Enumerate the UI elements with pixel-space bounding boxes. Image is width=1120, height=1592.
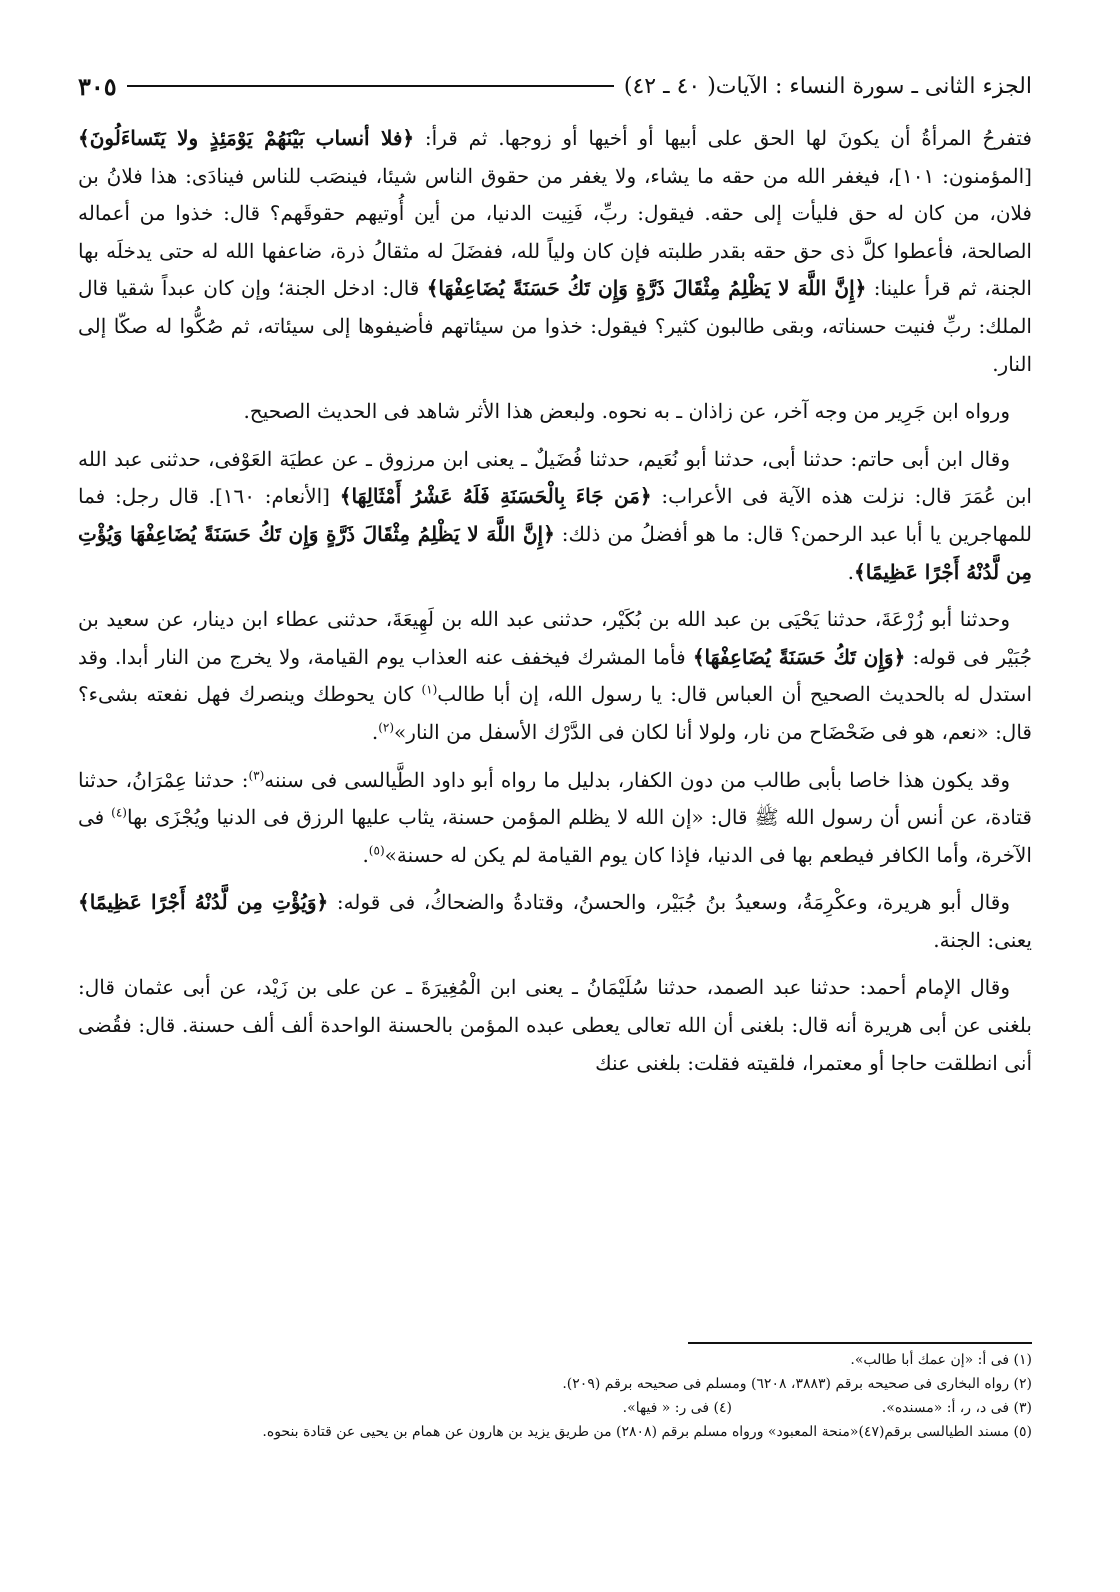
text-run: فأما المشرك فيخفف عنه العذاب يوم القيامة، ولا يخرج من النار أبدا. وقد استدل له بالحديث الصحيح أن العباس قال: يا رسول الله، إن أبا طالب (78, 644, 1032, 707)
text-run: قال: ادخل الجنة؛ وإن كان عبداً شقيا قال الملك: ربِّ فنيت حسناته، وبقى طالبون كثير؟ فيقول: خذوا من سيئاتهم فأضيفوها إلى سيئاته، ثم صُكُّوا له صكّا إلى النار. (78, 276, 1032, 376)
text-run: . (847, 559, 855, 584)
paragraph (78, 441, 1032, 591)
text-run: : حدثنا عِمْرَانُ، حدثنا قتادة، عن أنس أن رسول الله ﷺ قال: «إن الله لا يظلم المؤمن حسنة، يثاب عليها الرزق فى الدنيا ويُجْزَى بها (78, 767, 1032, 830)
quran-verse: ﴿وَيُؤْتِ مِن لَّدُنْهُ أَجْرًا عَظِيمًا﴾ (78, 890, 329, 915)
paragraph (78, 762, 1032, 875)
footnote-2: (٢) رواه البخارى فى صحيحه برقم (٣٨٨٣، ٦٢٠٨) ومسلم فى صحيحه برقم (٢٠٩). (562, 1376, 1032, 1392)
text-run: وحدثنا أبو زُرْعَةَ، حدثنا يَحْيَى بن عبد الله بن بُكَيْر، حدثنى عبد الله بن لَهِيعَةَ، حدثنى عطاء ابن دينار، عن سعيد بن جُبَيْر فى قوله: (78, 607, 1032, 669)
footnote-ref: (٤) (111, 805, 127, 820)
paragraph (78, 969, 1032, 1082)
footnote-ref: (٣) (248, 767, 265, 782)
text-run: . (362, 842, 369, 867)
running-header (78, 68, 1032, 104)
footnotes (78, 1348, 1032, 1444)
footnote-row-3-4 (78, 1396, 1032, 1420)
header-title: الجزء الثانى ـ سورة النساء : الآيات( ٤٠ ـ ٤٢) (623, 73, 1032, 99)
paragraph (78, 601, 1032, 751)
footnote-1: (١) فى أ: «إن عمك أبا طالب». (850, 1352, 1032, 1368)
header-rule (127, 85, 614, 87)
footnote-4: (٤) فى ر: « فيها». (622, 1400, 732, 1416)
quran-verse: ﴿فلا أنساب بَيْنَهُمْ يَوْمَئِذٍ ولا يَتَساءَلُونَ﴾ (78, 126, 415, 150)
text-run: يعنى: الجنة. (933, 927, 1032, 952)
text-run: وقال الإمام أحمد: حدثنا عبد الصمد، حدثنا سُلَيْمَانُ ـ يعنى ابن الْمُغِيرَةَ ـ عن على بن زَيْد، عن أبى عثمان قال: بلغنى عن أبى هريرة أنه قال: بلغنى أن الله تعالى يعطى عبده المؤمن بالحسنة الواحدة ألف ألف حسنة. قال: فقُضى أنى انطلقت حاجا أو معتمرا، فلقيته فقلت: بلغنى عنك (78, 975, 1032, 1075)
footnote-3: (٣) فى د، ر، أ: «مسنده». (881, 1400, 1032, 1416)
paragraph (78, 393, 1032, 431)
text-run: وقال ابن أبى حاتم: حدثنا أبى، حدثنا أبو نُعَيم، حدثنا فُضَيلٌ ـ يعنى ابن مرزوق ـ عن عطيَة العَوْفى، حدثنى عبد الله ابن عُمَرَ قال: نزلت هذه الآية فى الأعراب: (78, 446, 1032, 509)
quran-verse: ﴿مَن جَاءَ بِالْحَسَنَةِ فَلَهُ عَشْرُ أَمْثَالِهَا﴾ (339, 484, 652, 509)
footnote-ref: (٢) (378, 720, 395, 735)
text-run: فتفرحُ المرأةُ أن يكونَ لها الحق على أبيها أو أخيها أو زوجها. ثم قرأ: (414, 126, 1032, 150)
main-text (78, 120, 1032, 1092)
text-run: [المؤمنون: ١٠١]، فيغفر الله من حقه ما يشاء، ولا يغفر من حقوق الناس شيئا، فينصَب للناس فينادَى: هذا فلانُ بن فلان، من كان له حق فليأت إلى حقه. فيقول: ربِّ، فَنِيت الدنيا، من أين أُوتيهم حقوقَهم؟ قال: خذوا من أعماله الصالحة، فأعطوا كلَّ ذى حق حقه بقدر طلبته فإن كان ولياً لله، ففضَلَ له مثقالُ ذرة، ضاعفها الله له حتى يدخلَه بها الجنة، ثم قرأ علينا: (78, 163, 1032, 301)
text-run: كان يحوطك وينصرك فهل نفعته بشىء؟ قال: «نعم، هو فى ضَحْضَاح من نار، ولولا أنا لكان فى الدَّرْك الأسفل من النار» (78, 682, 1032, 744)
paragraph (78, 120, 1032, 383)
quran-verse: ﴿إِنَّ اللَّهَ لا يَظْلِمُ مِثْقَالَ ذَرَّةٍ وَإِن تَكُ حَسَنَةً يُضَاعِفْهَا﴾ (426, 276, 867, 301)
footnote-ref: (١) (421, 682, 438, 697)
footnote-separator (688, 1342, 1032, 1344)
text-run: فى الآخرة، وأما الكافر فيطعم بها فى الدنيا، فإذا كان يوم القيامة لم يكن له حسنة» (78, 805, 1032, 867)
quran-verse: ﴿وَإِن تَكُ حَسَنَةً يُضَاعِفْهَا﴾ (692, 644, 906, 669)
text-run: ورواه ابن جَرِير من وجه آخر، عن زاذان ـ به نحوه. ولبعض هذا الأثر شاهد فى الحديث الصحيح. (243, 399, 1010, 424)
paragraph (78, 884, 1032, 959)
text-run: . (371, 719, 379, 744)
text-run: [الأنعام: ١٦٠]. قال رجل: فما للمهاجرين يا أبا عبد الرحمن؟ قال: ما هو أفضلُ من ذلك: (78, 484, 1032, 546)
page-number: ٣٠٥ (78, 71, 117, 101)
text-run: وقد يكون هذا خاصا بأبى طالب من دون الكفار، بدليل ما رواه أبو داود الطَّيالسى فى سننه (264, 767, 1011, 792)
text-run: وقال أبو هريرة، وعكْرِمَةُ، وسعيدُ بنُ جُبَيْر، والحسنُ، وقتادةُ والضحاكُ، فى قوله: (328, 890, 1010, 915)
quran-verse: ﴿إِنَّ اللَّهَ لا يَظْلِمُ مِثْقَالَ ذَرَّةٍ وَإِن تَكُ حَسَنَةً يُضَاعِفْهَا وَيُؤْتِ مِن لَّدُنْهُ أَجْرًا عَظِيمًا﴾ (78, 521, 1032, 584)
footnote-ref: (٥) (368, 843, 385, 858)
footnote-5: (٥) مسند الطيالسى برقم(٤٧)«منحة المعبود» ورواه مسلم برقم (٢٨٠٨) من طريق يزيد بن هارون عن همام بن يحيى عن قتادة بنحوه. (262, 1424, 1032, 1440)
